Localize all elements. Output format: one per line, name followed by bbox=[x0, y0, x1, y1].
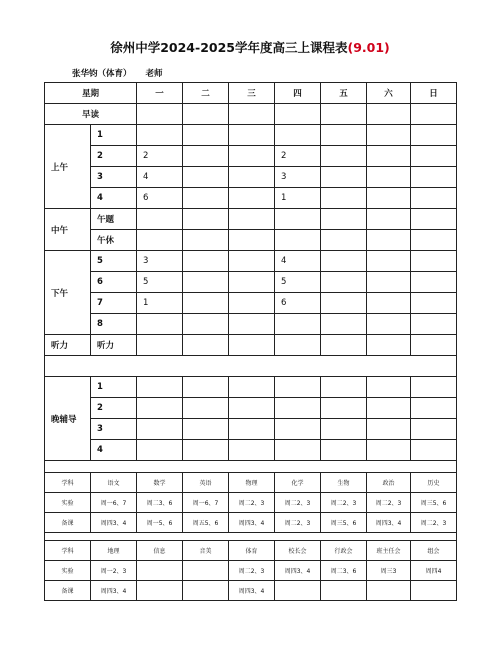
header-day: 一 bbox=[137, 83, 183, 104]
schedule-cell bbox=[367, 398, 411, 419]
schedule-cell bbox=[275, 440, 321, 461]
subject-cell: 语文 bbox=[91, 473, 137, 493]
schedule-cell: 5 bbox=[137, 272, 183, 293]
schedule-cell bbox=[137, 209, 183, 230]
schedule-cell: 3 bbox=[275, 167, 321, 188]
schedule-cell: 6 bbox=[137, 188, 183, 209]
schedule-table bbox=[44, 82, 457, 601]
table-row bbox=[45, 83, 457, 104]
subject-cell bbox=[411, 581, 457, 601]
schedule-cell bbox=[321, 188, 367, 209]
header-day: 二 bbox=[183, 83, 229, 104]
subject-cell: 周一6、7 bbox=[183, 493, 229, 513]
subject-cell: 周三5、6 bbox=[321, 513, 367, 533]
schedule-cell bbox=[275, 377, 321, 398]
schedule-cell bbox=[367, 167, 411, 188]
schedule-cell bbox=[321, 293, 367, 314]
morning-read-label: 早读 bbox=[45, 104, 137, 125]
period-label: 午题 bbox=[91, 209, 137, 230]
section-label: 中午 bbox=[45, 209, 91, 251]
subject-cell: 化学 bbox=[275, 473, 321, 493]
schedule-cell bbox=[411, 167, 457, 188]
section-label: 上午 bbox=[45, 125, 91, 209]
schedule-cell bbox=[321, 272, 367, 293]
table-row bbox=[45, 398, 457, 419]
table-row bbox=[45, 146, 457, 167]
schedule-cell bbox=[275, 398, 321, 419]
schedule-cell bbox=[321, 251, 367, 272]
schedule-cell bbox=[321, 125, 367, 146]
schedule-cell bbox=[183, 251, 229, 272]
schedule-cell bbox=[183, 314, 229, 335]
table-row bbox=[45, 167, 457, 188]
subject-row-label: 备课 bbox=[45, 581, 91, 601]
schedule-cell bbox=[183, 188, 229, 209]
subject-cell: 周一6、7 bbox=[91, 493, 137, 513]
table-row bbox=[45, 419, 457, 440]
schedule-cell bbox=[137, 440, 183, 461]
schedule-cell bbox=[183, 419, 229, 440]
period-label: 午休 bbox=[91, 230, 137, 251]
schedule-cell bbox=[183, 104, 229, 125]
table-row bbox=[45, 533, 457, 541]
schedule-cell: 3 bbox=[137, 251, 183, 272]
schedule-cell bbox=[275, 335, 321, 356]
schedule-cell bbox=[137, 230, 183, 251]
header-day: 日 bbox=[411, 83, 457, 104]
schedule-cell bbox=[137, 377, 183, 398]
subject-cell: 政治 bbox=[367, 473, 411, 493]
schedule-cell bbox=[411, 419, 457, 440]
section-label: 听力 bbox=[45, 335, 91, 356]
schedule-cell bbox=[321, 335, 367, 356]
header-day: 五 bbox=[321, 83, 367, 104]
schedule-cell bbox=[275, 209, 321, 230]
title-main: 徐州中学2024-2025学年度高三上课程表 bbox=[110, 40, 348, 55]
schedule-cell bbox=[321, 167, 367, 188]
schedule-cell bbox=[137, 398, 183, 419]
table-row bbox=[45, 251, 457, 272]
table-row bbox=[45, 473, 457, 493]
schedule-cell bbox=[229, 146, 275, 167]
subject-cell: 体育 bbox=[229, 541, 275, 561]
schedule-cell bbox=[275, 230, 321, 251]
subject-cell: 周二2、3 bbox=[275, 513, 321, 533]
schedule-cell bbox=[411, 251, 457, 272]
subject-cell: 周二2、3 bbox=[411, 513, 457, 533]
schedule-cell bbox=[367, 104, 411, 125]
schedule-cell bbox=[367, 377, 411, 398]
subject-cell: 周四3、4 bbox=[367, 513, 411, 533]
section-label: 晚辅导 bbox=[45, 377, 91, 461]
table-row bbox=[45, 513, 457, 533]
subject-row-label: 备课 bbox=[45, 513, 91, 533]
schedule-cell bbox=[411, 314, 457, 335]
schedule-cell bbox=[183, 125, 229, 146]
schedule-cell bbox=[183, 440, 229, 461]
schedule-cell bbox=[411, 377, 457, 398]
period-label: 4 bbox=[91, 440, 137, 461]
schedule-cell bbox=[367, 314, 411, 335]
schedule-cell bbox=[229, 272, 275, 293]
schedule-cell bbox=[137, 314, 183, 335]
subject-cell bbox=[321, 581, 367, 601]
subject-row-label: 学科 bbox=[45, 541, 91, 561]
schedule-cell bbox=[367, 272, 411, 293]
subject-cell: 周一2、3 bbox=[91, 561, 137, 581]
header-weekday-label: 星期 bbox=[45, 83, 137, 104]
table-row bbox=[45, 209, 457, 230]
table-row bbox=[45, 541, 457, 561]
schedule-cell bbox=[411, 293, 457, 314]
schedule-cell bbox=[411, 125, 457, 146]
table-row bbox=[45, 335, 457, 356]
schedule-cell bbox=[411, 440, 457, 461]
subject-cell: 行政会 bbox=[321, 541, 367, 561]
subject-cell: 数学 bbox=[137, 473, 183, 493]
schedule-cell bbox=[275, 419, 321, 440]
teacher-role: 老师 bbox=[145, 69, 163, 79]
subject-cell: 周二3、6 bbox=[321, 561, 367, 581]
schedule-cell bbox=[367, 209, 411, 230]
period-label: 3 bbox=[91, 419, 137, 440]
table-row bbox=[45, 230, 457, 251]
schedule-cell bbox=[321, 377, 367, 398]
schedule-cell: 2 bbox=[275, 146, 321, 167]
table-row bbox=[45, 104, 457, 125]
subject-cell bbox=[137, 561, 183, 581]
schedule-cell bbox=[275, 125, 321, 146]
subject-cell: 周二2、3 bbox=[275, 493, 321, 513]
schedule-cell: 1 bbox=[275, 188, 321, 209]
schedule-cell bbox=[367, 335, 411, 356]
subject-cell bbox=[183, 561, 229, 581]
schedule-cell bbox=[367, 293, 411, 314]
schedule-cell bbox=[411, 188, 457, 209]
spacer-row bbox=[45, 356, 457, 377]
table-row bbox=[45, 293, 457, 314]
schedule-cell bbox=[411, 104, 457, 125]
table-row bbox=[45, 493, 457, 513]
period-label: 6 bbox=[91, 272, 137, 293]
schedule-cell bbox=[411, 272, 457, 293]
schedule-cell bbox=[275, 104, 321, 125]
schedule-cell bbox=[411, 209, 457, 230]
subject-cell: 周二2、3 bbox=[367, 493, 411, 513]
table-row bbox=[45, 461, 457, 473]
table-row bbox=[45, 581, 457, 601]
schedule-cell: 2 bbox=[137, 146, 183, 167]
schedule-cell bbox=[367, 419, 411, 440]
schedule-cell bbox=[411, 146, 457, 167]
subject-cell: 历史 bbox=[411, 473, 457, 493]
schedule-cell bbox=[411, 335, 457, 356]
schedule-cell bbox=[229, 167, 275, 188]
schedule-cell: 4 bbox=[137, 167, 183, 188]
schedule-cell bbox=[321, 419, 367, 440]
schedule-cell bbox=[321, 314, 367, 335]
schedule-cell bbox=[321, 146, 367, 167]
spacer-row bbox=[45, 461, 457, 473]
subject-cell: 英语 bbox=[183, 473, 229, 493]
period-label: 3 bbox=[91, 167, 137, 188]
subject-cell: 周二2、3 bbox=[229, 493, 275, 513]
schedule-cell bbox=[183, 293, 229, 314]
subject-cell: 地理 bbox=[91, 541, 137, 561]
schedule-cell bbox=[367, 251, 411, 272]
subject-cell: 周四3、4 bbox=[91, 581, 137, 601]
section-label: 下午 bbox=[45, 251, 91, 335]
schedule-cell: 1 bbox=[137, 293, 183, 314]
schedule-cell bbox=[367, 188, 411, 209]
schedule-cell bbox=[411, 230, 457, 251]
subject-cell: 信息 bbox=[137, 541, 183, 561]
schedule-cell bbox=[367, 146, 411, 167]
subject-row-label: 学科 bbox=[45, 473, 91, 493]
subject-cell: 周四4 bbox=[411, 561, 457, 581]
header-day: 三 bbox=[229, 83, 275, 104]
table-row bbox=[45, 314, 457, 335]
schedule-cell bbox=[275, 314, 321, 335]
schedule-cell bbox=[229, 440, 275, 461]
schedule-cell bbox=[183, 335, 229, 356]
schedule-cell bbox=[183, 209, 229, 230]
schedule-cell bbox=[321, 440, 367, 461]
subject-cell bbox=[137, 581, 183, 601]
table-row bbox=[45, 272, 457, 293]
subject-cell: 周二2、3 bbox=[321, 493, 367, 513]
table-row bbox=[45, 356, 457, 377]
table-row bbox=[45, 561, 457, 581]
schedule-cell bbox=[183, 167, 229, 188]
schedule-cell bbox=[229, 251, 275, 272]
schedule-cell bbox=[229, 293, 275, 314]
subject-cell: 周二2、3 bbox=[229, 561, 275, 581]
teacher-name: 张华钧（体育） bbox=[72, 69, 132, 79]
period-label: 8 bbox=[91, 314, 137, 335]
header-day: 四 bbox=[275, 83, 321, 104]
schedule-cell bbox=[137, 125, 183, 146]
subject-cell: 音美 bbox=[183, 541, 229, 561]
subject-cell: 周三3 bbox=[367, 561, 411, 581]
subject-cell: 物理 bbox=[229, 473, 275, 493]
schedule-cell bbox=[229, 398, 275, 419]
schedule-cell bbox=[367, 125, 411, 146]
subject-cell bbox=[183, 581, 229, 601]
subject-cell: 周四3、4 bbox=[275, 561, 321, 581]
schedule-cell bbox=[137, 104, 183, 125]
schedule-cell bbox=[183, 146, 229, 167]
subject-cell: 周四3、4 bbox=[91, 513, 137, 533]
table-row bbox=[45, 125, 457, 146]
teacher-line bbox=[72, 67, 177, 79]
schedule-cell bbox=[183, 377, 229, 398]
schedule-cell: 4 bbox=[275, 251, 321, 272]
schedule-cell bbox=[229, 209, 275, 230]
schedule-cell bbox=[137, 419, 183, 440]
schedule-cell bbox=[411, 398, 457, 419]
period-label: 5 bbox=[91, 251, 137, 272]
subject-cell: 组会 bbox=[411, 541, 457, 561]
schedule-cell bbox=[229, 230, 275, 251]
schedule-cell bbox=[321, 104, 367, 125]
schedule-cell bbox=[229, 125, 275, 146]
schedule-cell bbox=[367, 440, 411, 461]
spacer-row bbox=[45, 533, 457, 541]
subject-cell bbox=[367, 581, 411, 601]
schedule-cell bbox=[321, 209, 367, 230]
subject-cell: 生物 bbox=[321, 473, 367, 493]
schedule-cell: 5 bbox=[275, 272, 321, 293]
page-title bbox=[0, 38, 500, 56]
subject-cell: 周四3、4 bbox=[229, 581, 275, 601]
period-label: 听力 bbox=[91, 335, 137, 356]
schedule-cell bbox=[229, 419, 275, 440]
subject-cell: 周四3、4 bbox=[229, 513, 275, 533]
schedule-cell bbox=[229, 377, 275, 398]
period-label: 2 bbox=[91, 146, 137, 167]
schedule-cell bbox=[183, 230, 229, 251]
schedule-cell bbox=[229, 104, 275, 125]
header-day: 六 bbox=[367, 83, 411, 104]
schedule-cell bbox=[321, 398, 367, 419]
period-label: 7 bbox=[91, 293, 137, 314]
subject-cell bbox=[275, 581, 321, 601]
schedule-cell bbox=[229, 335, 275, 356]
subject-row-label: 实验 bbox=[45, 493, 91, 513]
schedule-cell bbox=[137, 335, 183, 356]
period-label: 4 bbox=[91, 188, 137, 209]
schedule-cell bbox=[183, 272, 229, 293]
schedule-cell bbox=[229, 314, 275, 335]
subject-cell: 周五5、6 bbox=[183, 513, 229, 533]
schedule-cell: 6 bbox=[275, 293, 321, 314]
subject-cell: 周二3、6 bbox=[137, 493, 183, 513]
subject-row-label: 实验 bbox=[45, 561, 91, 581]
title-suffix: (9.01) bbox=[347, 40, 390, 55]
subject-cell: 班主任会 bbox=[367, 541, 411, 561]
subject-cell: 周一5、6 bbox=[137, 513, 183, 533]
table-row bbox=[45, 188, 457, 209]
schedule-cell bbox=[367, 230, 411, 251]
schedule-cell bbox=[183, 398, 229, 419]
table-row bbox=[45, 377, 457, 398]
subject-cell: 周三5、6 bbox=[411, 493, 457, 513]
schedule-cell bbox=[321, 230, 367, 251]
period-label: 2 bbox=[91, 398, 137, 419]
table-row bbox=[45, 440, 457, 461]
subject-cell: 校长会 bbox=[275, 541, 321, 561]
period-label: 1 bbox=[91, 377, 137, 398]
period-label: 1 bbox=[91, 125, 137, 146]
schedule-cell bbox=[229, 188, 275, 209]
